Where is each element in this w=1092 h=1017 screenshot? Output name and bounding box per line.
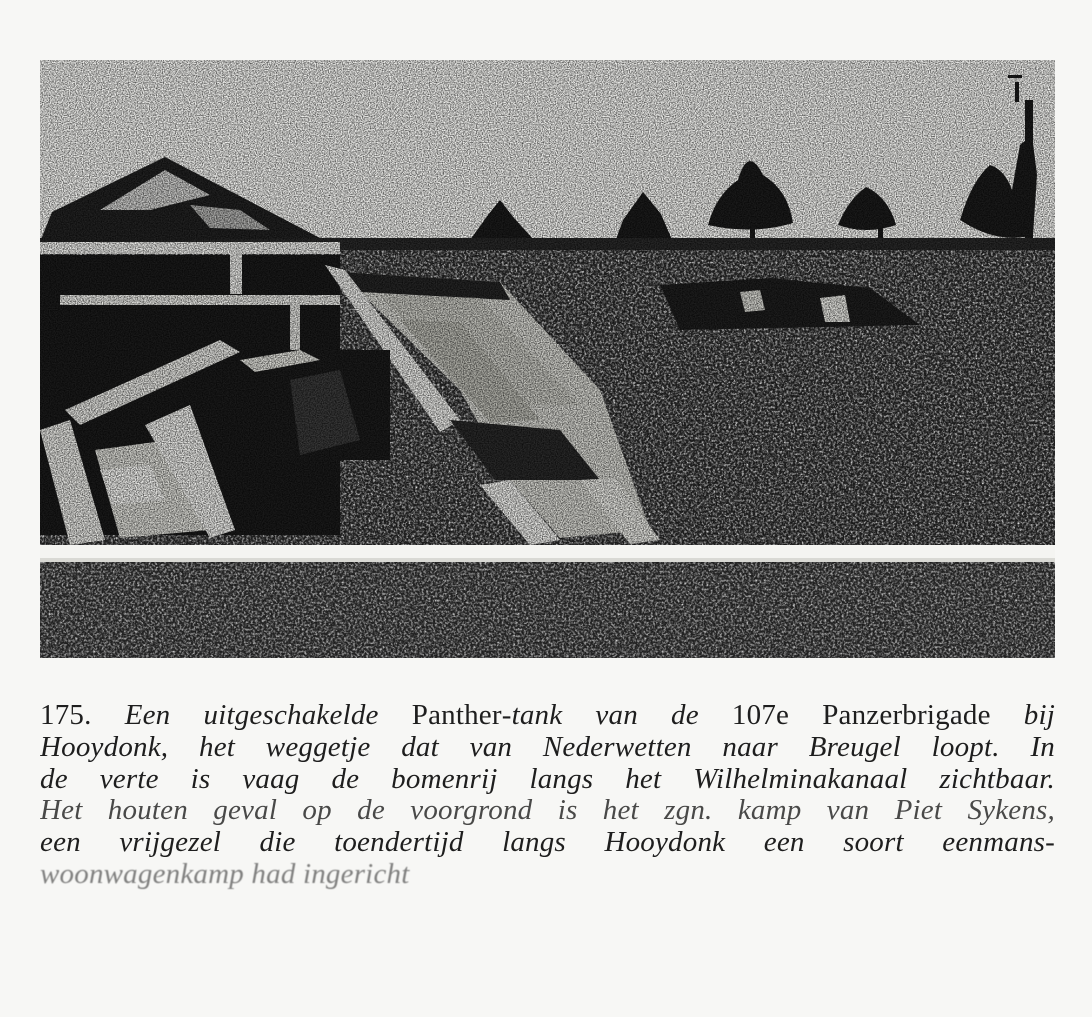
- caption-run: Hooydonk, het weggetje dat van Nederwetten naar Breugel loopt. In: [40, 731, 1055, 763]
- caption-run: Het houten geval op de voorgrond is het zgn. kamp van Piet Sykens,: [40, 795, 1055, 827]
- caption-line-6: [40, 859, 1055, 891]
- photograph: [40, 60, 1055, 660]
- caption-line-text: [125, 700, 1055, 731]
- caption-run: Panther: [411, 700, 502, 731]
- caption-line-4: [40, 795, 1055, 827]
- photo-illustration: [40, 60, 1055, 660]
- caption-run: -tank van de: [501, 700, 732, 731]
- caption-run: een vrijgezel die toendertijd langs Hooydonk een soort eenmans-: [40, 827, 1055, 859]
- figure-caption: [40, 700, 1055, 891]
- caption-line-1: [40, 700, 1055, 732]
- caption-run: woonwagenkamp had ingericht: [40, 858, 410, 890]
- caption-line-3: [40, 764, 1055, 796]
- caption-run: Een uitgeschakelde: [124, 700, 412, 731]
- caption-run: de verte is vaag de bomenrij langs het Wilhelminakanaal zichtbaar.: [40, 763, 1055, 795]
- caption-line-2: [40, 732, 1055, 764]
- figure-number: 175.: [40, 700, 92, 731]
- caption-line-5: [40, 827, 1055, 859]
- caption-run: bij: [990, 700, 1055, 731]
- caption-run: 107e Panzerbrigade: [731, 700, 991, 731]
- scan-line: [40, 546, 1055, 558]
